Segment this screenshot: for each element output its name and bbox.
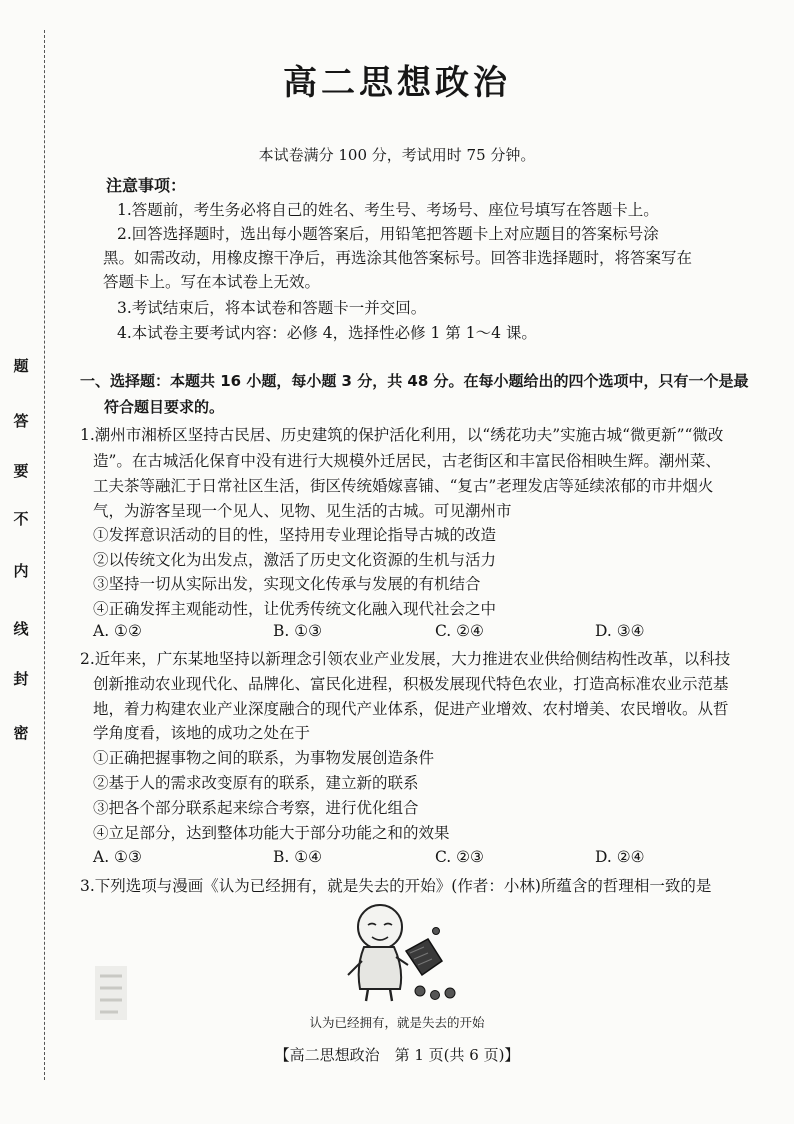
q2-item: ④立足部分，达到整体功能大于部分功能之和的效果 — [93, 824, 450, 842]
q1-stem: 工夫茶等融汇于日常社区生活，街区传统婚嫁喜铺、“复古”老理发店等延续浓郁的市井烟火 — [93, 477, 714, 495]
notice-line: 答题卡上。写在本试卷上无效。 — [103, 273, 321, 291]
binding-char: 不 — [13, 510, 29, 528]
binding-char: 答 — [13, 412, 29, 430]
q2-stem: 学角度看，该地的成功之处在于 — [93, 724, 311, 742]
notice-line: 4.本试卷主要考试内容：必修 4，选择性必修 1 第 1～4 课。 — [117, 324, 537, 342]
q1-option-a: A. ①② — [93, 622, 142, 640]
q1-option-b: B. ①③ — [273, 622, 323, 640]
binding-char: 要 — [13, 462, 29, 480]
q1-option-c: C. ②④ — [435, 622, 484, 640]
q1-option-d: D. ③④ — [595, 622, 645, 640]
notice-heading: 注意事项： — [106, 176, 187, 195]
q2-stem: 2.近年来，广东某地坚持以新理念引领农业产业发展，大力推进农业供给侧结构性改革，以科技 — [80, 650, 731, 668]
binding-char: 题 — [13, 357, 29, 375]
q1-item: ④正确发挥主观能动性，让优秀传统文化融入现代社会之中 — [93, 600, 497, 618]
q1-item: ③坚持一切从实际出发，实现文化传承与发展的有机结合 — [93, 575, 481, 593]
binding-char: 密 — [13, 724, 29, 742]
q2-option-a: A. ①③ — [93, 848, 142, 866]
binding-dashed-line — [44, 30, 46, 1080]
q2-item: ②基于人的需求改变原有的联系，建立新的联系 — [93, 774, 419, 792]
notice-line: 1.答题前，考生务必将自己的姓名、考生号、考场号、座位号填写在答题卡上。 — [117, 201, 659, 219]
binding-char: 内 — [13, 562, 29, 580]
q2-option-d: D. ②④ — [595, 848, 645, 866]
page-title: 高二思想政治 — [283, 63, 511, 103]
q1-item: ①发挥意识活动的目的性，坚持用专业理论指导古城的改造 — [93, 526, 497, 544]
q1-stem: 1.潮州市湘桥区坚持古民居、历史建筑的保护活化利用，以“绣花功夫”实施古城“微更新”“微改 — [80, 426, 724, 444]
page-footer: 【高二思想政治 第 1 页(共 6 页)】 — [274, 1046, 520, 1064]
notice-line: 2.回答选择题时，选出每小题答案后，用铅笔把答题卡上对应题目的答案标号涂 — [117, 225, 659, 243]
section-heading: 一、选择题：本题共 16 小题，每小题 3 分，共 48 分。在每小题给出的四个选项中，只有一个是最 — [80, 372, 749, 390]
section-heading-cont: 符合题目要求的。 — [104, 398, 225, 416]
q2-item: ③把各个部分联系起来综合考察，进行优化组合 — [93, 799, 419, 817]
q2-item: ①正确把握事物之间的联系，为事物发展创造条件 — [93, 749, 435, 767]
q2-stem: 地，着力构建农业产业深度融合的现代产业体系，促进产业增效、农村增美、农民增收。从哲 — [93, 700, 729, 718]
cartoon-caption: 认为已经拥有，就是失去的开始 — [309, 1015, 485, 1030]
q1-stem: 气，为游客呈现一个见人、见物、见生活的古城。可见潮州市 — [93, 502, 512, 520]
notice-line: 3.考试结束后，将本试卷和答题卡一并交回。 — [117, 299, 427, 317]
exam-info: 本试卷满分 100 分，考试用时 75 分钟。 — [258, 146, 536, 164]
binding-char: 线 — [13, 620, 29, 638]
binding-char: 封 — [13, 670, 29, 688]
q2-option-c: C. ②③ — [435, 848, 484, 866]
q2-option-b: B. ①④ — [273, 848, 323, 866]
notice-line: 黑。如需改动，用橡皮擦干净后，再选涂其他答案标号。回答非选择题时，将答案写在 — [103, 249, 693, 267]
cartoon-illustration — [338, 895, 468, 1010]
q1-item: ②以传统文化为出发点，激活了历史文化资源的生机与活力 — [93, 551, 497, 569]
q2-stem: 创新推动农业现代化、品牌化、富民化进程，积极发展现代特色农业，打造高标准农业示范基 — [93, 675, 729, 693]
q1-stem: 造”。在古城活化保育中没有进行大规模外迁居民，古老街区和丰富民俗相映生辉。潮州菜、 — [93, 452, 721, 470]
q3-stem: 3.下列选项与漫画《认为已经拥有，就是失去的开始》(作者：小林)所蕴含的哲理相一致的是 — [80, 877, 712, 895]
